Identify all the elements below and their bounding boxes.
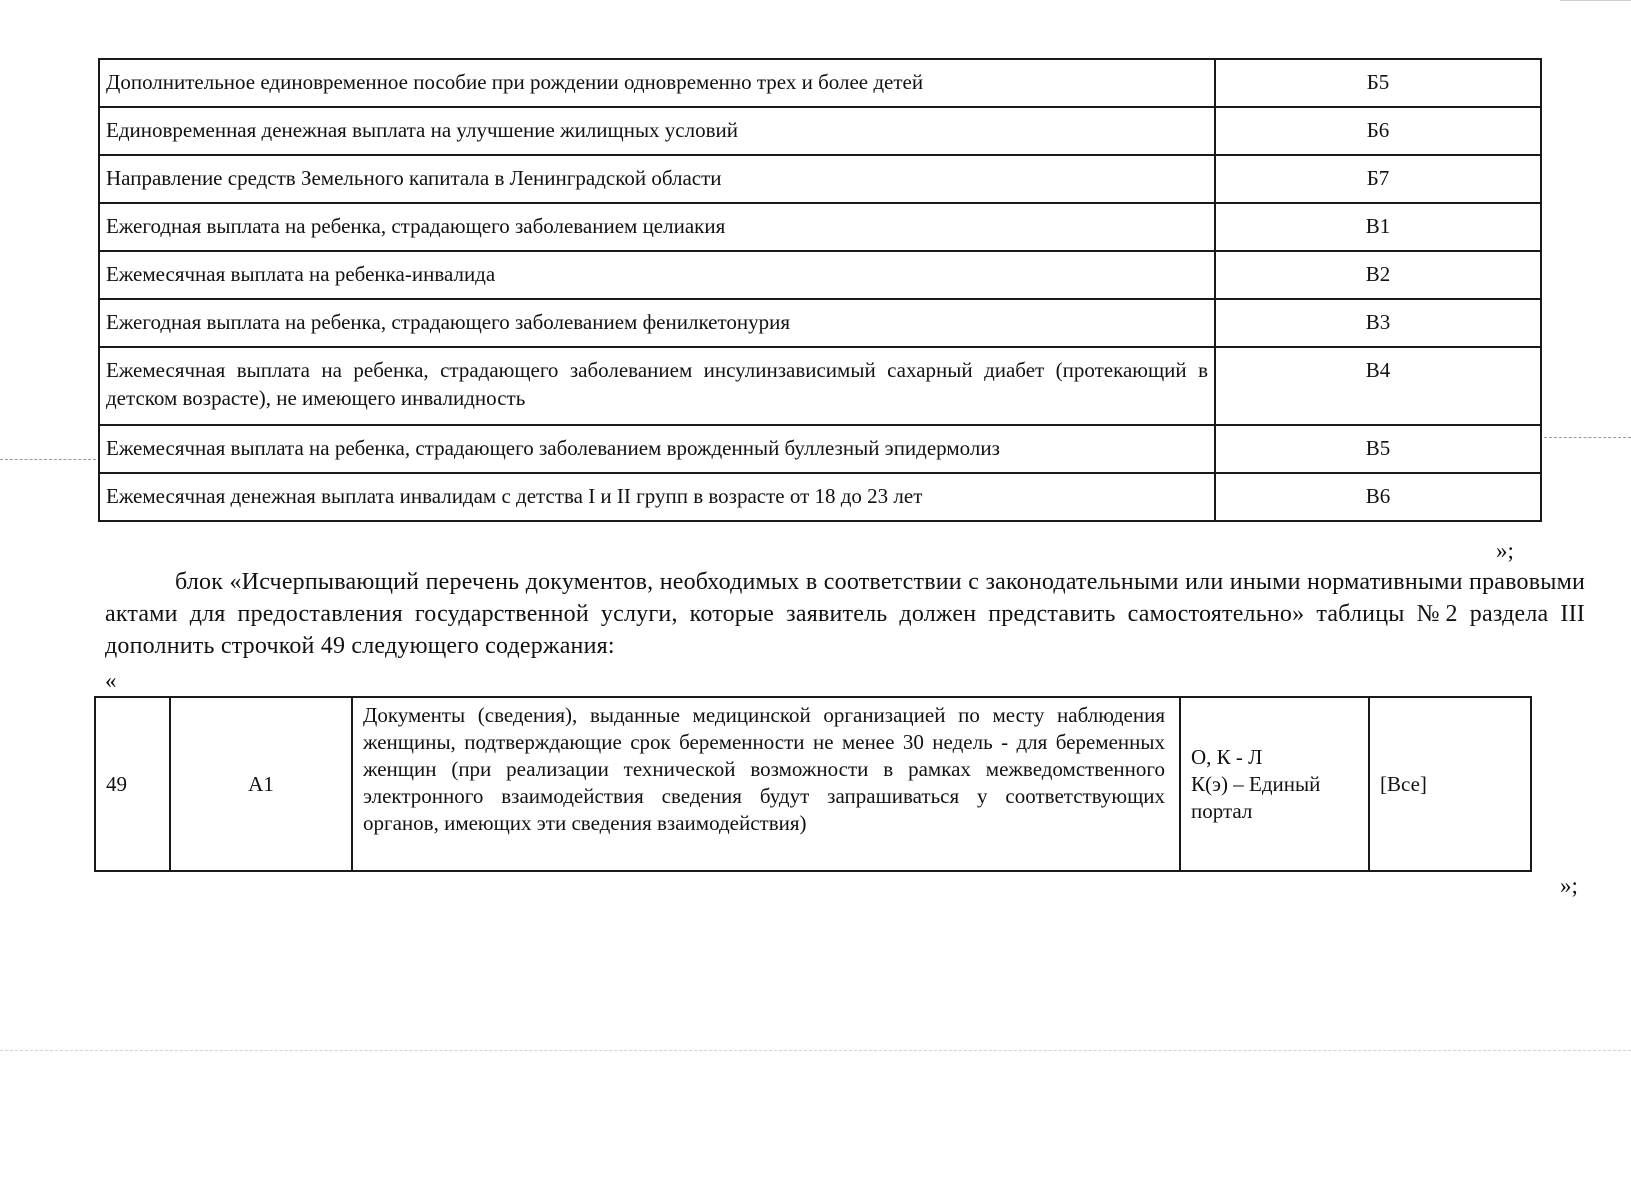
benefit-name: Ежемесячная выплата на ребенка, страдающего заболеванием инсулинзависимый сахарный диабет (протекающий в детском возрасте), не имеющего инвалидность — [99, 347, 1215, 425]
method-line: О, К - Л — [1191, 744, 1263, 769]
table-row — [99, 203, 1541, 251]
table-row — [99, 299, 1541, 347]
closing-quote: »; — [1496, 538, 1514, 563]
documents-table — [94, 696, 1532, 872]
table-row — [95, 697, 1531, 871]
benefit-code: Б5 — [1215, 59, 1541, 107]
benefit-name: Ежемесячная выплата на ребенка-инвалида — [99, 251, 1215, 299]
table-row — [99, 155, 1541, 203]
benefit-name: Единовременная денежная выплата на улучшение жилищных условий — [99, 107, 1215, 155]
amendment-paragraph: блок «Исчерпывающий перечень документов, необходимых в соответствии с законодательными или иными нормативными правовыми актами для предоставления государственной услуги, которые заявитель должен представить самостоятельно» таблицы №2 раздела III дополнить строчкой 49 следующего содержания: — [105, 569, 1585, 659]
benefit-code: В6 — [1215, 473, 1541, 521]
table-row — [99, 251, 1541, 299]
closing-quote: »; — [1560, 873, 1578, 898]
benefit-name: Ежегодная выплата на ребенка, страдающего заболеванием целиакия — [99, 203, 1215, 251]
benefits-table-body — [99, 59, 1541, 521]
table-row — [99, 425, 1541, 473]
table-row — [99, 473, 1541, 521]
benefit-code: Б6 — [1215, 107, 1541, 155]
benefit-code: В4 — [1215, 347, 1541, 425]
row-number: 49 — [95, 697, 170, 871]
benefit-name: Ежегодная выплата на ребенка, страдающего заболеванием фенилкетонурия — [99, 299, 1215, 347]
benefit-code: В3 — [1215, 299, 1541, 347]
scan-artifact-edge — [1560, 0, 1631, 1]
benefit-code: В5 — [1215, 425, 1541, 473]
method-line: К(э) – Единый портал — [1191, 771, 1321, 823]
row-submission-method — [1180, 697, 1369, 871]
benefit-name: Ежемесячная денежная выплата инвалидам с детства I и II групп в возрасте от 18 до 23 лет — [99, 473, 1215, 521]
row-description: Документы (сведения), выданные медицинской организацией по месту наблюдения женщины, подтверждающие срок беременности не менее 30 недель - для беременных женщин (при реализации технической возможности в рамках межведомственного электронного взаимодействия сведения будут запрашиваться у соответствующих органов, имеющих эти сведения взаимодействия) — [352, 697, 1180, 871]
benefit-code: Б7 — [1215, 155, 1541, 203]
benefit-code: В1 — [1215, 203, 1541, 251]
table-row — [99, 107, 1541, 155]
benefits-table — [98, 58, 1542, 522]
scan-artifact-line — [0, 1050, 1631, 1051]
benefit-name: Дополнительное единовременное пособие при рождении одновременно трех и более детей — [99, 59, 1215, 107]
opening-quote: « — [105, 668, 117, 693]
benefit-name: Ежемесячная выплата на ребенка, страдающего заболеванием врожденный буллезный эпидермолиз — [99, 425, 1215, 473]
row-code: А1 — [170, 697, 352, 871]
table-row — [99, 347, 1541, 425]
benefit-name: Направление средств Земельного капитала в Ленинградской области — [99, 155, 1215, 203]
table-row — [99, 59, 1541, 107]
row-scope: [Все] — [1369, 697, 1531, 871]
scan-artifact-line — [0, 459, 96, 460]
benefit-code: В2 — [1215, 251, 1541, 299]
scan-artifact-line — [1544, 437, 1631, 438]
